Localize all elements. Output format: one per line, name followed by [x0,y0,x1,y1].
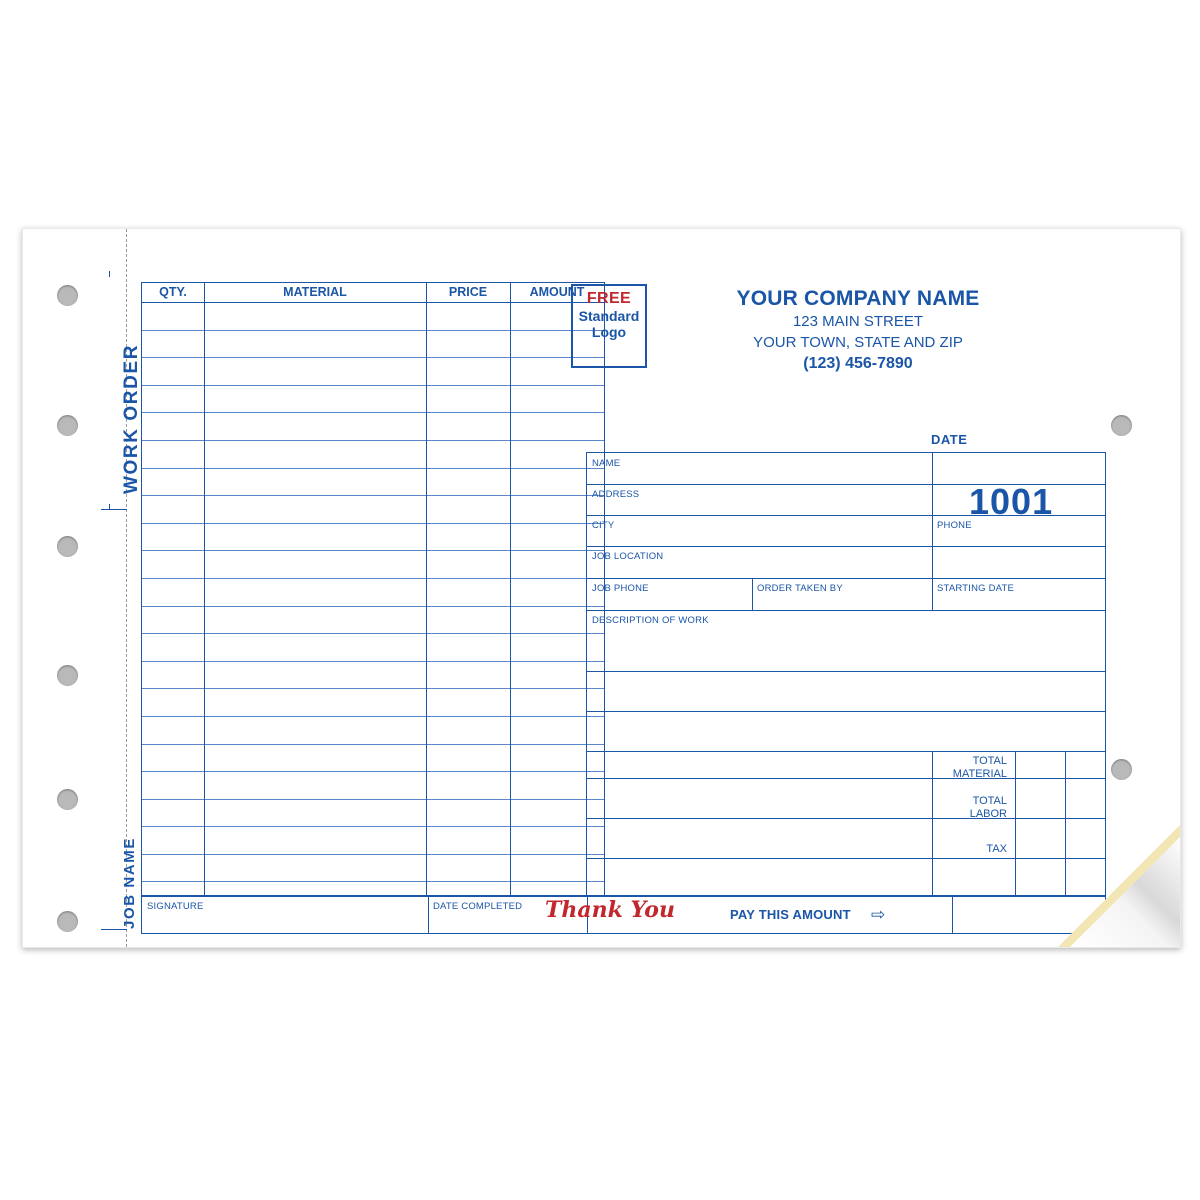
table-row[interactable] [142,303,604,331]
field-label-name: NAME [592,458,621,469]
punch-hole [1111,759,1132,780]
field-label-phone: PHONE [937,520,972,531]
punch-hole [57,665,78,686]
table-row[interactable] [142,855,604,883]
total-material-label-line1: TOTAL [972,755,1007,767]
table-row[interactable] [142,358,604,386]
line-items-body[interactable] [142,303,604,910]
column-header-qty: QTY. [159,285,187,299]
logo-standard-text: Standard [578,308,640,324]
field-label-job-location: JOB LOCATION [592,551,664,562]
logo-free-text: FREE [586,290,632,307]
job-name-vertical-label: JOB NAME [121,837,138,929]
page-curl-corner [1058,825,1180,947]
column-divider-price [510,283,511,895]
field-label-job-phone: JOB PHONE [592,583,649,594]
free-standard-logo-box [571,284,647,368]
table-row[interactable] [142,689,604,717]
table-row[interactable] [142,413,604,441]
info-rule-6 [587,671,1105,672]
column-header-material: MATERIAL [283,285,347,299]
info-rule-8 [587,751,1105,752]
total-labor-label-line2: LABOR [969,808,1007,820]
work-order-form-sheet [22,228,1181,948]
right-arrow-icon: ⇨ [871,905,886,924]
table-row[interactable] [142,496,604,524]
table-row[interactable] [142,331,604,359]
field-label-city: CITY [592,520,615,531]
info-divider-date-column [932,453,933,546]
info-rule-5 [587,610,1105,611]
company-city-state-zip: YOUR TOWN, STATE AND ZIP [753,334,963,351]
column-header-price: PRICE [448,285,488,299]
table-row[interactable] [142,827,604,855]
field-label-address: ADDRESS [592,489,640,500]
info-rule-4 [587,578,1105,579]
footer-divider-pay-amount [952,897,953,933]
footer-divider-date-completed [428,897,429,933]
customer-info-box [586,452,1106,896]
thank-you-text: Thank You [545,897,675,923]
total-material-label-line2: MATERIAL [952,768,1007,780]
table-row[interactable] [142,772,604,800]
table-row[interactable] [142,745,604,773]
date-label: DATE [931,432,968,447]
info-rule-3 [587,546,1105,547]
table-row[interactable] [142,441,604,469]
info-rule-10 [587,818,1105,819]
company-info-block [658,287,1058,373]
table-row[interactable] [142,551,604,579]
punch-hole [57,911,78,932]
table-row[interactable] [142,634,604,662]
info-rule-11 [587,858,1105,859]
column-divider-qty [204,283,205,895]
table-row[interactable] [142,579,604,607]
info-rule-7 [587,711,1105,712]
table-row[interactable] [142,717,604,745]
table-row[interactable] [142,607,604,635]
line-items-header-row [142,283,604,303]
info-divider-starting-date [932,578,933,610]
form-number: 1001 [969,481,1054,522]
job-name-rule-bottom [101,929,127,930]
punch-hole [1111,415,1132,436]
info-divider-phone-column [932,546,933,578]
column-divider-material [426,283,427,895]
field-label-date-completed: DATE COMPLETED [433,901,523,912]
field-label-starting-date: STARTING DATE [937,583,1015,594]
punch-hole [57,536,78,557]
info-divider-order-taken-by [752,578,753,610]
field-label-order-taken-by: ORDER TAKEN BY [757,583,843,594]
line-items-table[interactable] [141,282,605,896]
work-order-label-rule-top [109,271,110,277]
pay-this-amount-label: PAY THIS AMOUNT [730,907,851,922]
tax-label: TAX [986,843,1007,855]
table-row[interactable] [142,469,604,497]
field-label-description-of-work: DESCRIPTION OF WORK [592,615,709,626]
company-phone: (123) 456-7890 [803,355,913,372]
info-divider-totals-mid [1015,751,1016,897]
company-street: 123 MAIN STREET [792,313,924,330]
job-name-rule-top [101,509,127,510]
field-label-signature: SIGNATURE [147,901,204,912]
table-row[interactable] [142,524,604,552]
punch-hole [57,415,78,436]
punch-hole [57,285,78,306]
table-row[interactable] [142,662,604,690]
column-header-amount: AMOUNT [529,285,585,299]
work-order-vertical-label: WORK ORDER [121,343,142,494]
table-row[interactable] [142,386,604,414]
table-row[interactable] [142,800,604,828]
info-rule-9 [587,778,1105,779]
punch-hole [57,789,78,810]
logo-logo-text: Logo [591,324,627,340]
total-labor-label-line1: TOTAL [972,795,1007,807]
company-name: YOUR COMPANY NAME [736,287,980,310]
